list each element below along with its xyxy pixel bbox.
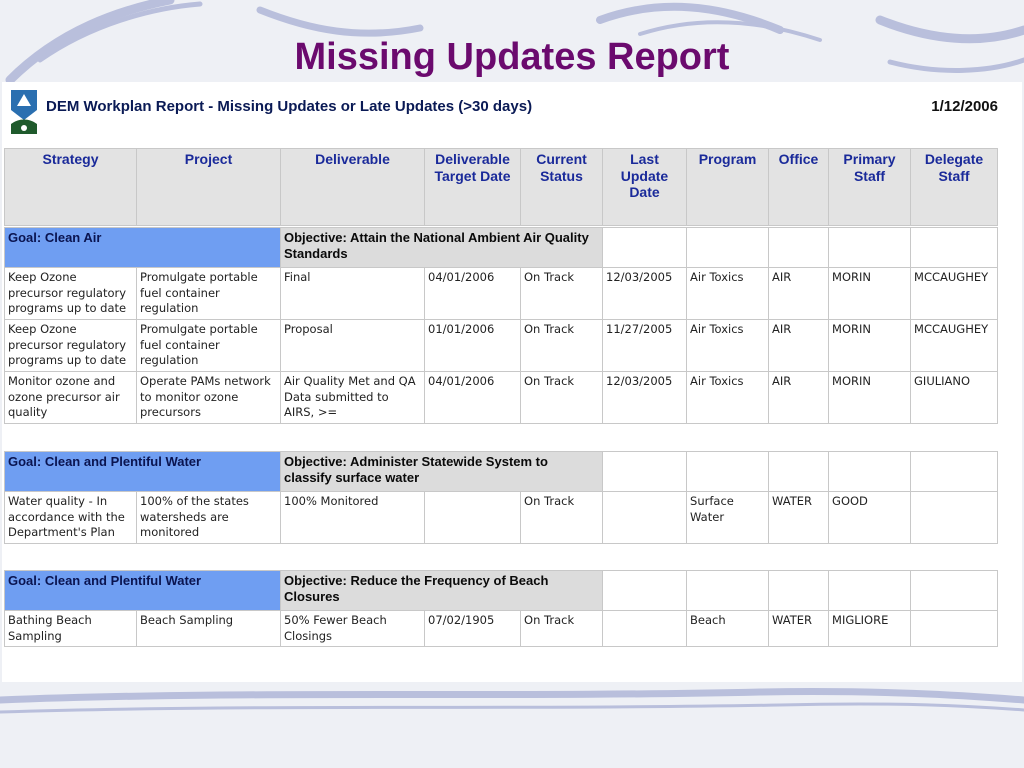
cell-last-update — [603, 492, 687, 544]
col-delegate-staff[interactable]: Delegate Staff — [911, 149, 998, 226]
report-title: DEM Workplan Report - Missing Updates or Late Updates (>30 days) — [46, 98, 533, 115]
cell-project: Promulgate portable fuel container regulation — [137, 320, 281, 372]
col-primary-staff[interactable]: Primary Staff — [829, 149, 911, 226]
section-clean-air — [4, 227, 998, 424]
cell-office: AIR — [769, 320, 829, 372]
goal-cell: Goal: Clean and Plentiful Water — [5, 571, 281, 611]
cell-primary-staff: MORIN — [829, 268, 911, 320]
col-current-status[interactable]: Current Status — [521, 149, 603, 226]
cell-project: Operate PAMs network to monitor ozone precursors — [137, 372, 281, 424]
cell-target-date: 04/01/2006 — [425, 268, 521, 320]
cell-project: Promulgate portable fuel container regulation — [137, 268, 281, 320]
cell-project: 100% of the states watersheds are monitored — [137, 492, 281, 544]
cell-last-update: 12/03/2005 — [603, 372, 687, 424]
col-last-update-date[interactable]: Last Update Date — [603, 149, 687, 226]
cell-office: AIR — [769, 268, 829, 320]
objective-cell: Objective: Reduce the Frequency of Beach Closures — [281, 571, 603, 611]
goal-objective-row — [5, 452, 998, 492]
table-row[interactable] — [5, 611, 998, 647]
cell-target-date — [425, 492, 521, 544]
objective-cell: Objective: Administer Statewide System to classify surface water — [281, 452, 603, 492]
cell-program: Beach — [687, 611, 769, 647]
dem-logo-icon — [7, 86, 41, 138]
report-header — [2, 82, 1022, 144]
cell-primary-staff: MORIN — [829, 372, 911, 424]
cell-office: AIR — [769, 372, 829, 424]
column-header-row — [5, 149, 998, 226]
cell-strategy: Keep Ozone precursor regulatory programs up to date — [5, 268, 137, 320]
cell-target-date: 04/01/2006 — [425, 372, 521, 424]
col-program[interactable]: Program — [687, 149, 769, 226]
report-header-table — [4, 148, 998, 226]
cell-last-update: 11/27/2005 — [603, 320, 687, 372]
cell-deliverable: Air Quality Met and QA Data submitted to AIRS, >= — [281, 372, 425, 424]
cell-project: Beach Sampling — [137, 611, 281, 647]
objective-cell: Objective: Attain the National Ambient Air Quality Standards — [281, 228, 603, 268]
cell-target-date: 07/02/1905 — [425, 611, 521, 647]
col-deliverable-target-date[interactable]: Deliverable Target Date — [425, 149, 521, 226]
cell-deliverable: Final — [281, 268, 425, 320]
cell-strategy: Keep Ozone precursor regulatory programs up to date — [5, 320, 137, 372]
cell-delegate-staff: GIULIANO — [911, 372, 998, 424]
cell-program: Air Toxics — [687, 268, 769, 320]
cell-delegate-staff: MCCAUGHEY — [911, 268, 998, 320]
cell-target-date: 01/01/2006 — [425, 320, 521, 372]
cell-status: On Track — [521, 492, 603, 544]
cell-deliverable: 100% Monitored — [281, 492, 425, 544]
col-office[interactable]: Office — [769, 149, 829, 226]
col-deliverable[interactable]: Deliverable — [281, 149, 425, 226]
cell-last-update: 12/03/2005 — [603, 268, 687, 320]
cell-primary-staff: GOOD — [829, 492, 911, 544]
section-water-beach — [4, 570, 998, 647]
cell-strategy: Water quality - In accordance with the Department's Plan — [5, 492, 137, 544]
slide-title: Missing Updates Report — [294, 36, 730, 78]
col-project[interactable]: Project — [137, 149, 281, 226]
cell-strategy: Monitor ozone and ozone precursor air quality — [5, 372, 137, 424]
table-row[interactable] — [5, 372, 998, 424]
cell-primary-staff: MIGLIORE — [829, 611, 911, 647]
cell-program: Air Toxics — [687, 372, 769, 424]
section-water-classify — [4, 451, 998, 544]
table-row[interactable] — [5, 268, 998, 320]
table-row[interactable] — [5, 492, 998, 544]
cell-strategy: Bathing Beach Sampling — [5, 611, 137, 647]
cell-program: Surface Water — [687, 492, 769, 544]
cell-status: On Track — [521, 611, 603, 647]
goal-cell: Goal: Clean and Plentiful Water — [5, 452, 281, 492]
goal-cell: Goal: Clean Air — [5, 228, 281, 268]
cell-delegate-staff: MCCAUGHEY — [911, 320, 998, 372]
cell-office: WATER — [769, 611, 829, 647]
cell-deliverable: Proposal — [281, 320, 425, 372]
cell-status: On Track — [521, 320, 603, 372]
cell-status: On Track — [521, 372, 603, 424]
cell-deliverable: 50% Fewer Beach Closings — [281, 611, 425, 647]
cell-primary-staff: MORIN — [829, 320, 911, 372]
col-strategy[interactable]: Strategy — [5, 149, 137, 226]
cell-status: On Track — [521, 268, 603, 320]
cell-office: WATER — [769, 492, 829, 544]
report-date: 1/12/2006 — [931, 98, 998, 115]
cell-program: Air Toxics — [687, 320, 769, 372]
cell-last-update — [603, 611, 687, 647]
cell-delegate-staff — [911, 611, 998, 647]
cell-delegate-staff — [911, 492, 998, 544]
goal-objective-row — [5, 228, 998, 268]
table-row[interactable] — [5, 320, 998, 372]
goal-objective-row — [5, 571, 998, 611]
